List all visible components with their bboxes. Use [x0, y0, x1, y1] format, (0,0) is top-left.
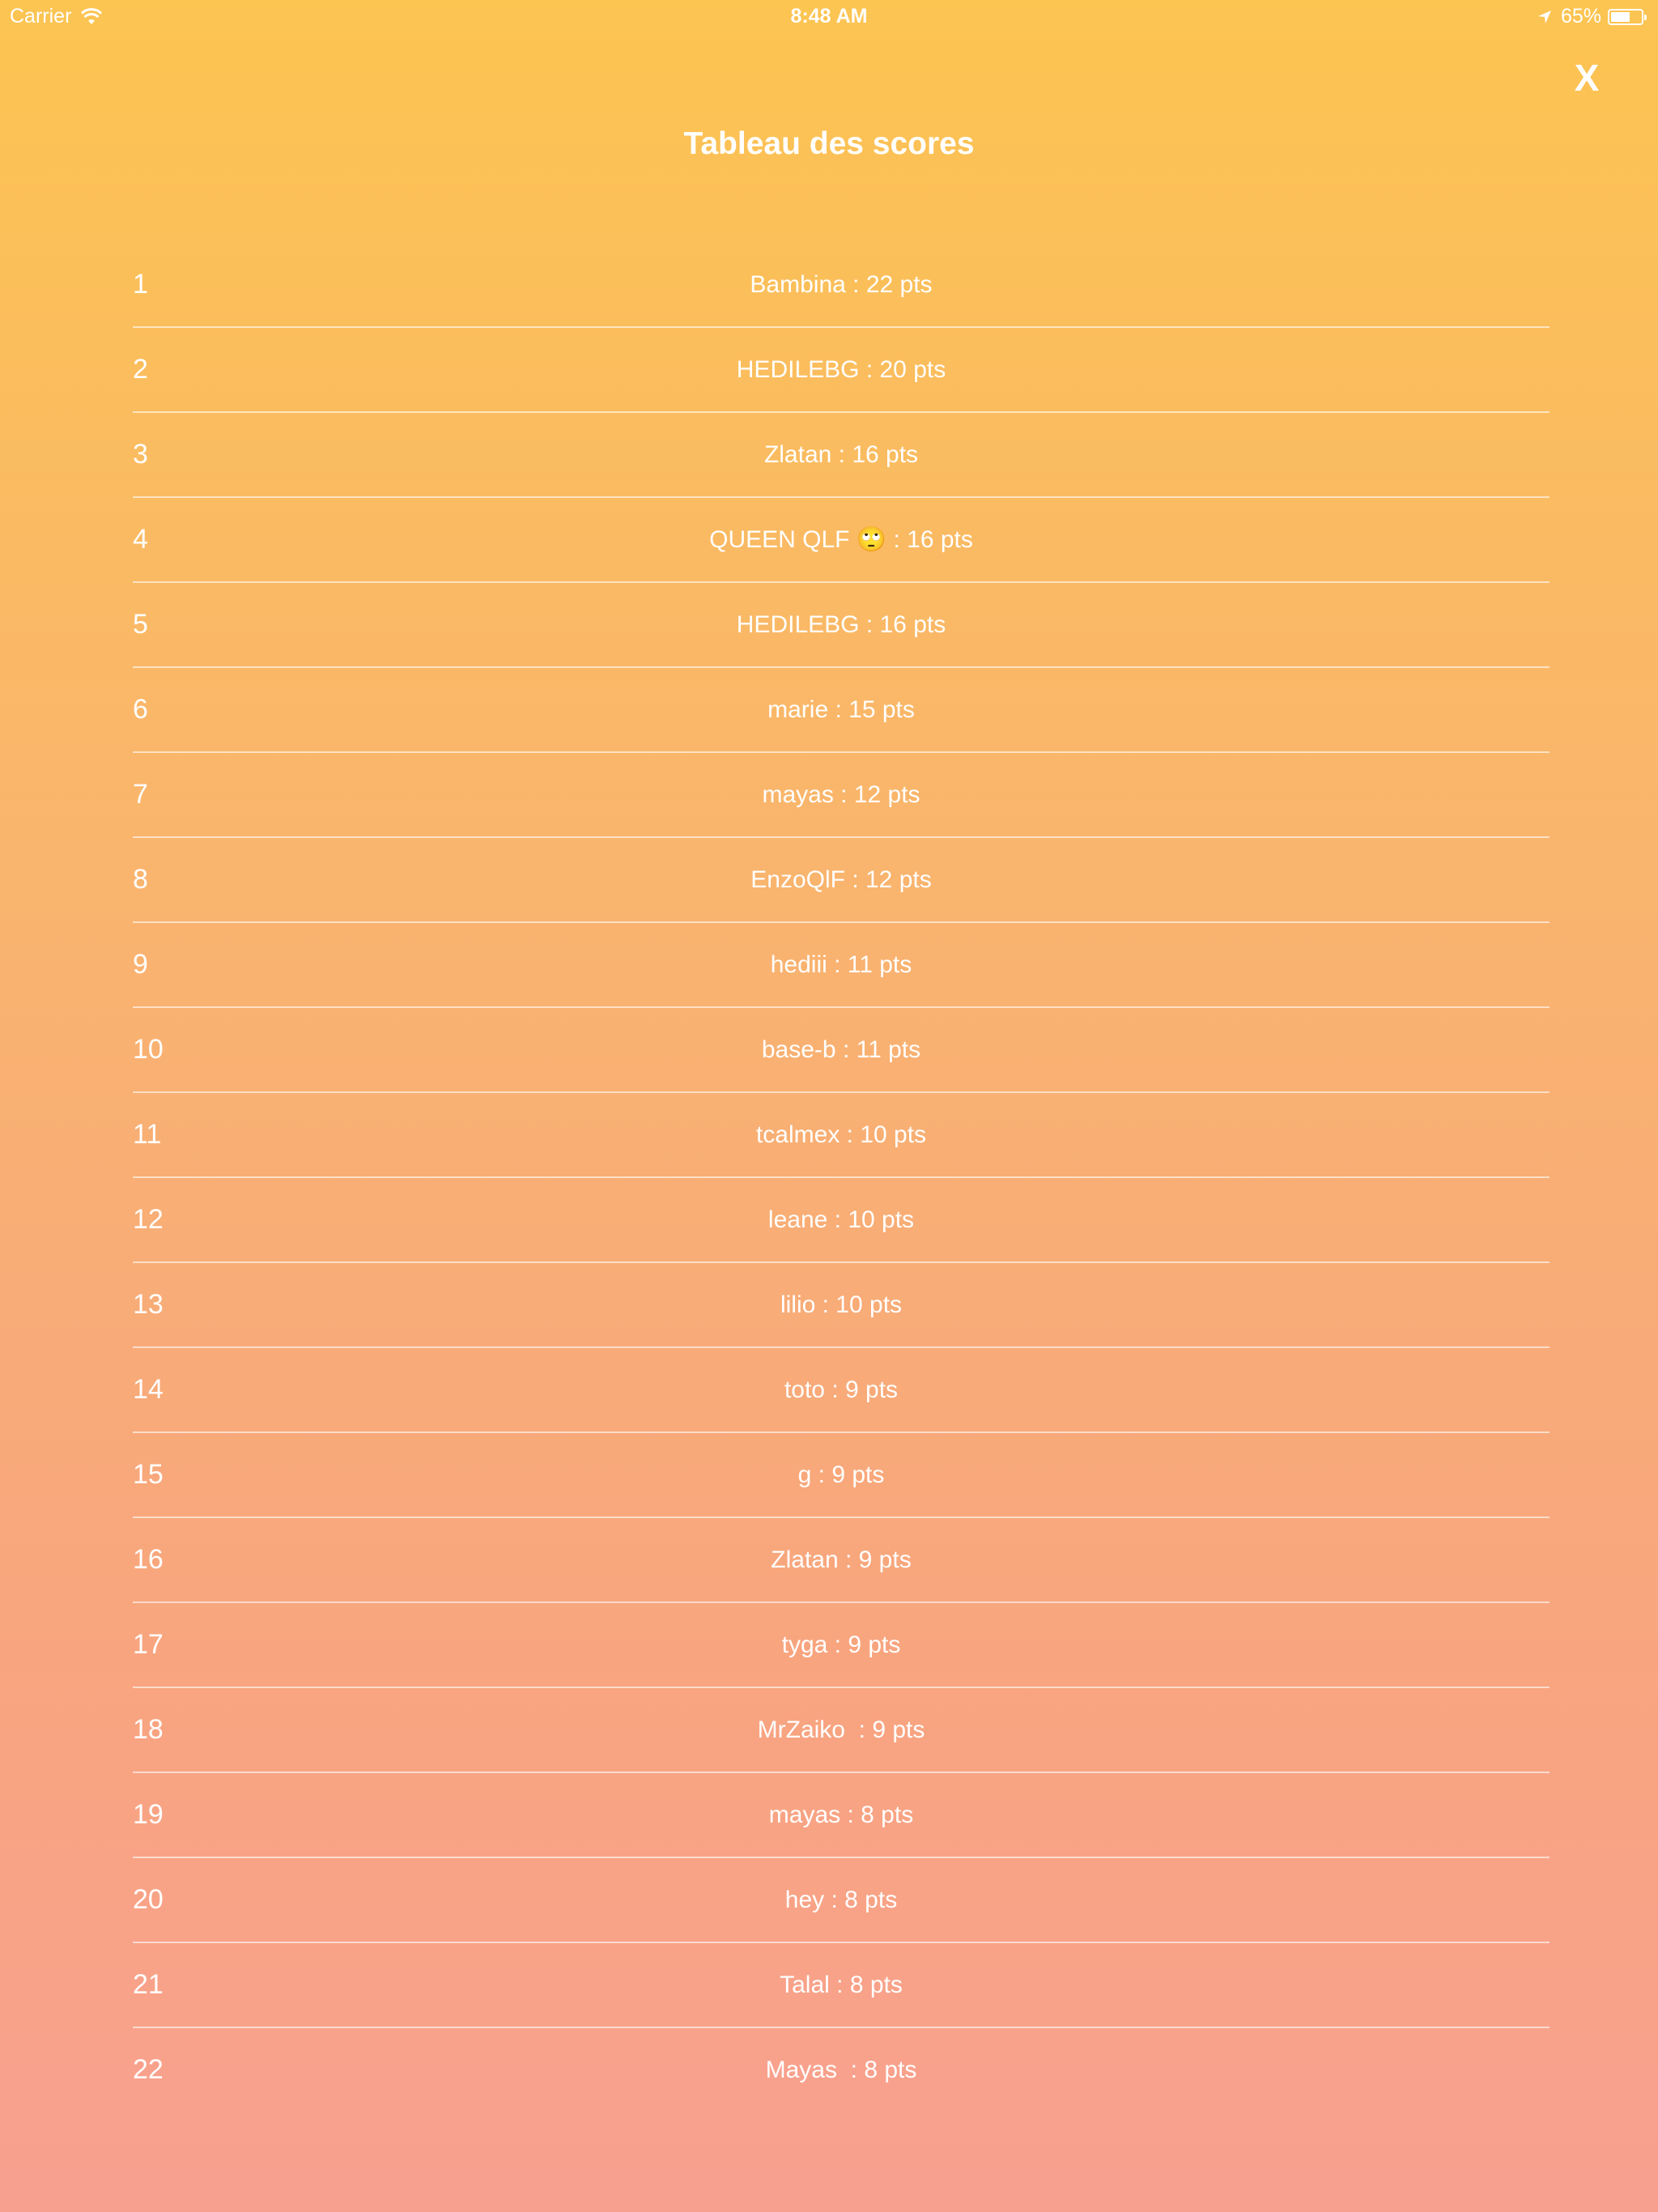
- player-score: tcalmex : 10 pts: [755, 1121, 927, 1148]
- player-score: Talal : 8 pts: [780, 1972, 903, 1998]
- player-score: tyga : 9 pts: [781, 1631, 901, 1658]
- rank-number: 16: [133, 1544, 164, 1575]
- player-score: HEDILEBG : 20 pts: [736, 356, 946, 383]
- player-score: HEDILEBG : 16 pts: [736, 611, 946, 638]
- battery-icon: [1608, 9, 1643, 25]
- score-row[interactable]: [133, 1773, 1550, 1858]
- score-row[interactable]: [133, 1518, 1550, 1603]
- score-row[interactable]: [133, 753, 1550, 838]
- rank-number: 18: [133, 1714, 164, 1745]
- player-score: leane : 10 pts: [767, 1206, 915, 1233]
- status-bar: [0, 0, 1658, 32]
- carrier-label: Carrier: [10, 5, 72, 28]
- rank-number: 17: [133, 1629, 164, 1660]
- status-right: [1537, 5, 1643, 28]
- score-row[interactable]: [133, 923, 1550, 1008]
- rank-number: 6: [133, 694, 148, 725]
- page-title: Tableau des scores: [683, 126, 975, 161]
- score-row[interactable]: [133, 583, 1550, 668]
- score-row[interactable]: [133, 1943, 1550, 2028]
- player-score: Zlatan : 16 pts: [763, 441, 919, 468]
- player-score: mayas : 12 pts: [762, 781, 920, 808]
- score-row[interactable]: [133, 1008, 1550, 1093]
- score-row[interactable]: [133, 2028, 1550, 2112]
- player-score: Mayas : 8 pts: [765, 2057, 917, 2083]
- rank-number: 11: [133, 1119, 162, 1150]
- rank-number: 15: [133, 1459, 164, 1490]
- score-row[interactable]: [133, 328, 1550, 413]
- player-score: EnzoQlF : 12 pts: [750, 866, 932, 893]
- score-row[interactable]: [133, 838, 1550, 923]
- battery-fill: [1611, 12, 1630, 22]
- score-row[interactable]: [133, 668, 1550, 753]
- location-arrow-icon: [1537, 9, 1553, 25]
- score-row[interactable]: [133, 1603, 1550, 1688]
- rank-number: 21: [133, 1969, 164, 2000]
- score-row[interactable]: [133, 1858, 1550, 1943]
- rank-number: 4: [133, 524, 148, 555]
- player-score: hey : 8 pts: [784, 1887, 898, 1913]
- rank-number: 2: [133, 354, 148, 385]
- rank-number: 8: [133, 864, 148, 895]
- rank-number: 20: [133, 1884, 164, 1915]
- rank-number: 19: [133, 1799, 164, 1830]
- rank-number: 14: [133, 1374, 164, 1405]
- close-button[interactable]: X: [1574, 57, 1600, 99]
- player-score: mayas : 8 pts: [768, 1802, 914, 1828]
- score-row[interactable]: [133, 1093, 1550, 1178]
- player-score: Zlatan : 9 pts: [771, 1546, 912, 1573]
- rank-number: 7: [133, 779, 148, 810]
- score-row[interactable]: [133, 498, 1550, 583]
- rank-number: 5: [133, 609, 148, 640]
- score-list: [133, 243, 1550, 2112]
- player-score: base-b : 11 pts: [761, 1036, 921, 1063]
- score-row[interactable]: [133, 1433, 1550, 1518]
- rank-number: 22: [133, 2054, 164, 2085]
- battery-percent: 65%: [1560, 5, 1601, 28]
- score-row[interactable]: [133, 1263, 1550, 1348]
- player-score: Bambina : 22 pts: [750, 271, 933, 298]
- player-score: QUEEN QLF 🙄 : 16 pts: [709, 526, 973, 553]
- rank-number: 12: [133, 1204, 164, 1235]
- player-score: hediii : 11 pts: [770, 951, 912, 978]
- player-score: toto : 9 pts: [784, 1376, 899, 1403]
- rank-number: 10: [133, 1034, 164, 1065]
- score-row[interactable]: [133, 243, 1550, 328]
- player-score: g : 9 pts: [797, 1461, 885, 1488]
- rank-number: 9: [133, 949, 148, 980]
- score-row[interactable]: [133, 1178, 1550, 1263]
- player-score: lilio : 10 pts: [780, 1291, 903, 1318]
- player-score: MrZaiko : 9 pts: [757, 1716, 925, 1743]
- rank-number: 1: [133, 269, 148, 300]
- score-row[interactable]: [133, 1348, 1550, 1433]
- rank-number: 3: [133, 439, 148, 470]
- score-row[interactable]: [133, 413, 1550, 498]
- status-time: 8:48 AM: [790, 5, 868, 28]
- player-score: marie : 15 pts: [767, 696, 915, 723]
- score-row[interactable]: [133, 1688, 1550, 1773]
- rank-number: 13: [133, 1289, 164, 1320]
